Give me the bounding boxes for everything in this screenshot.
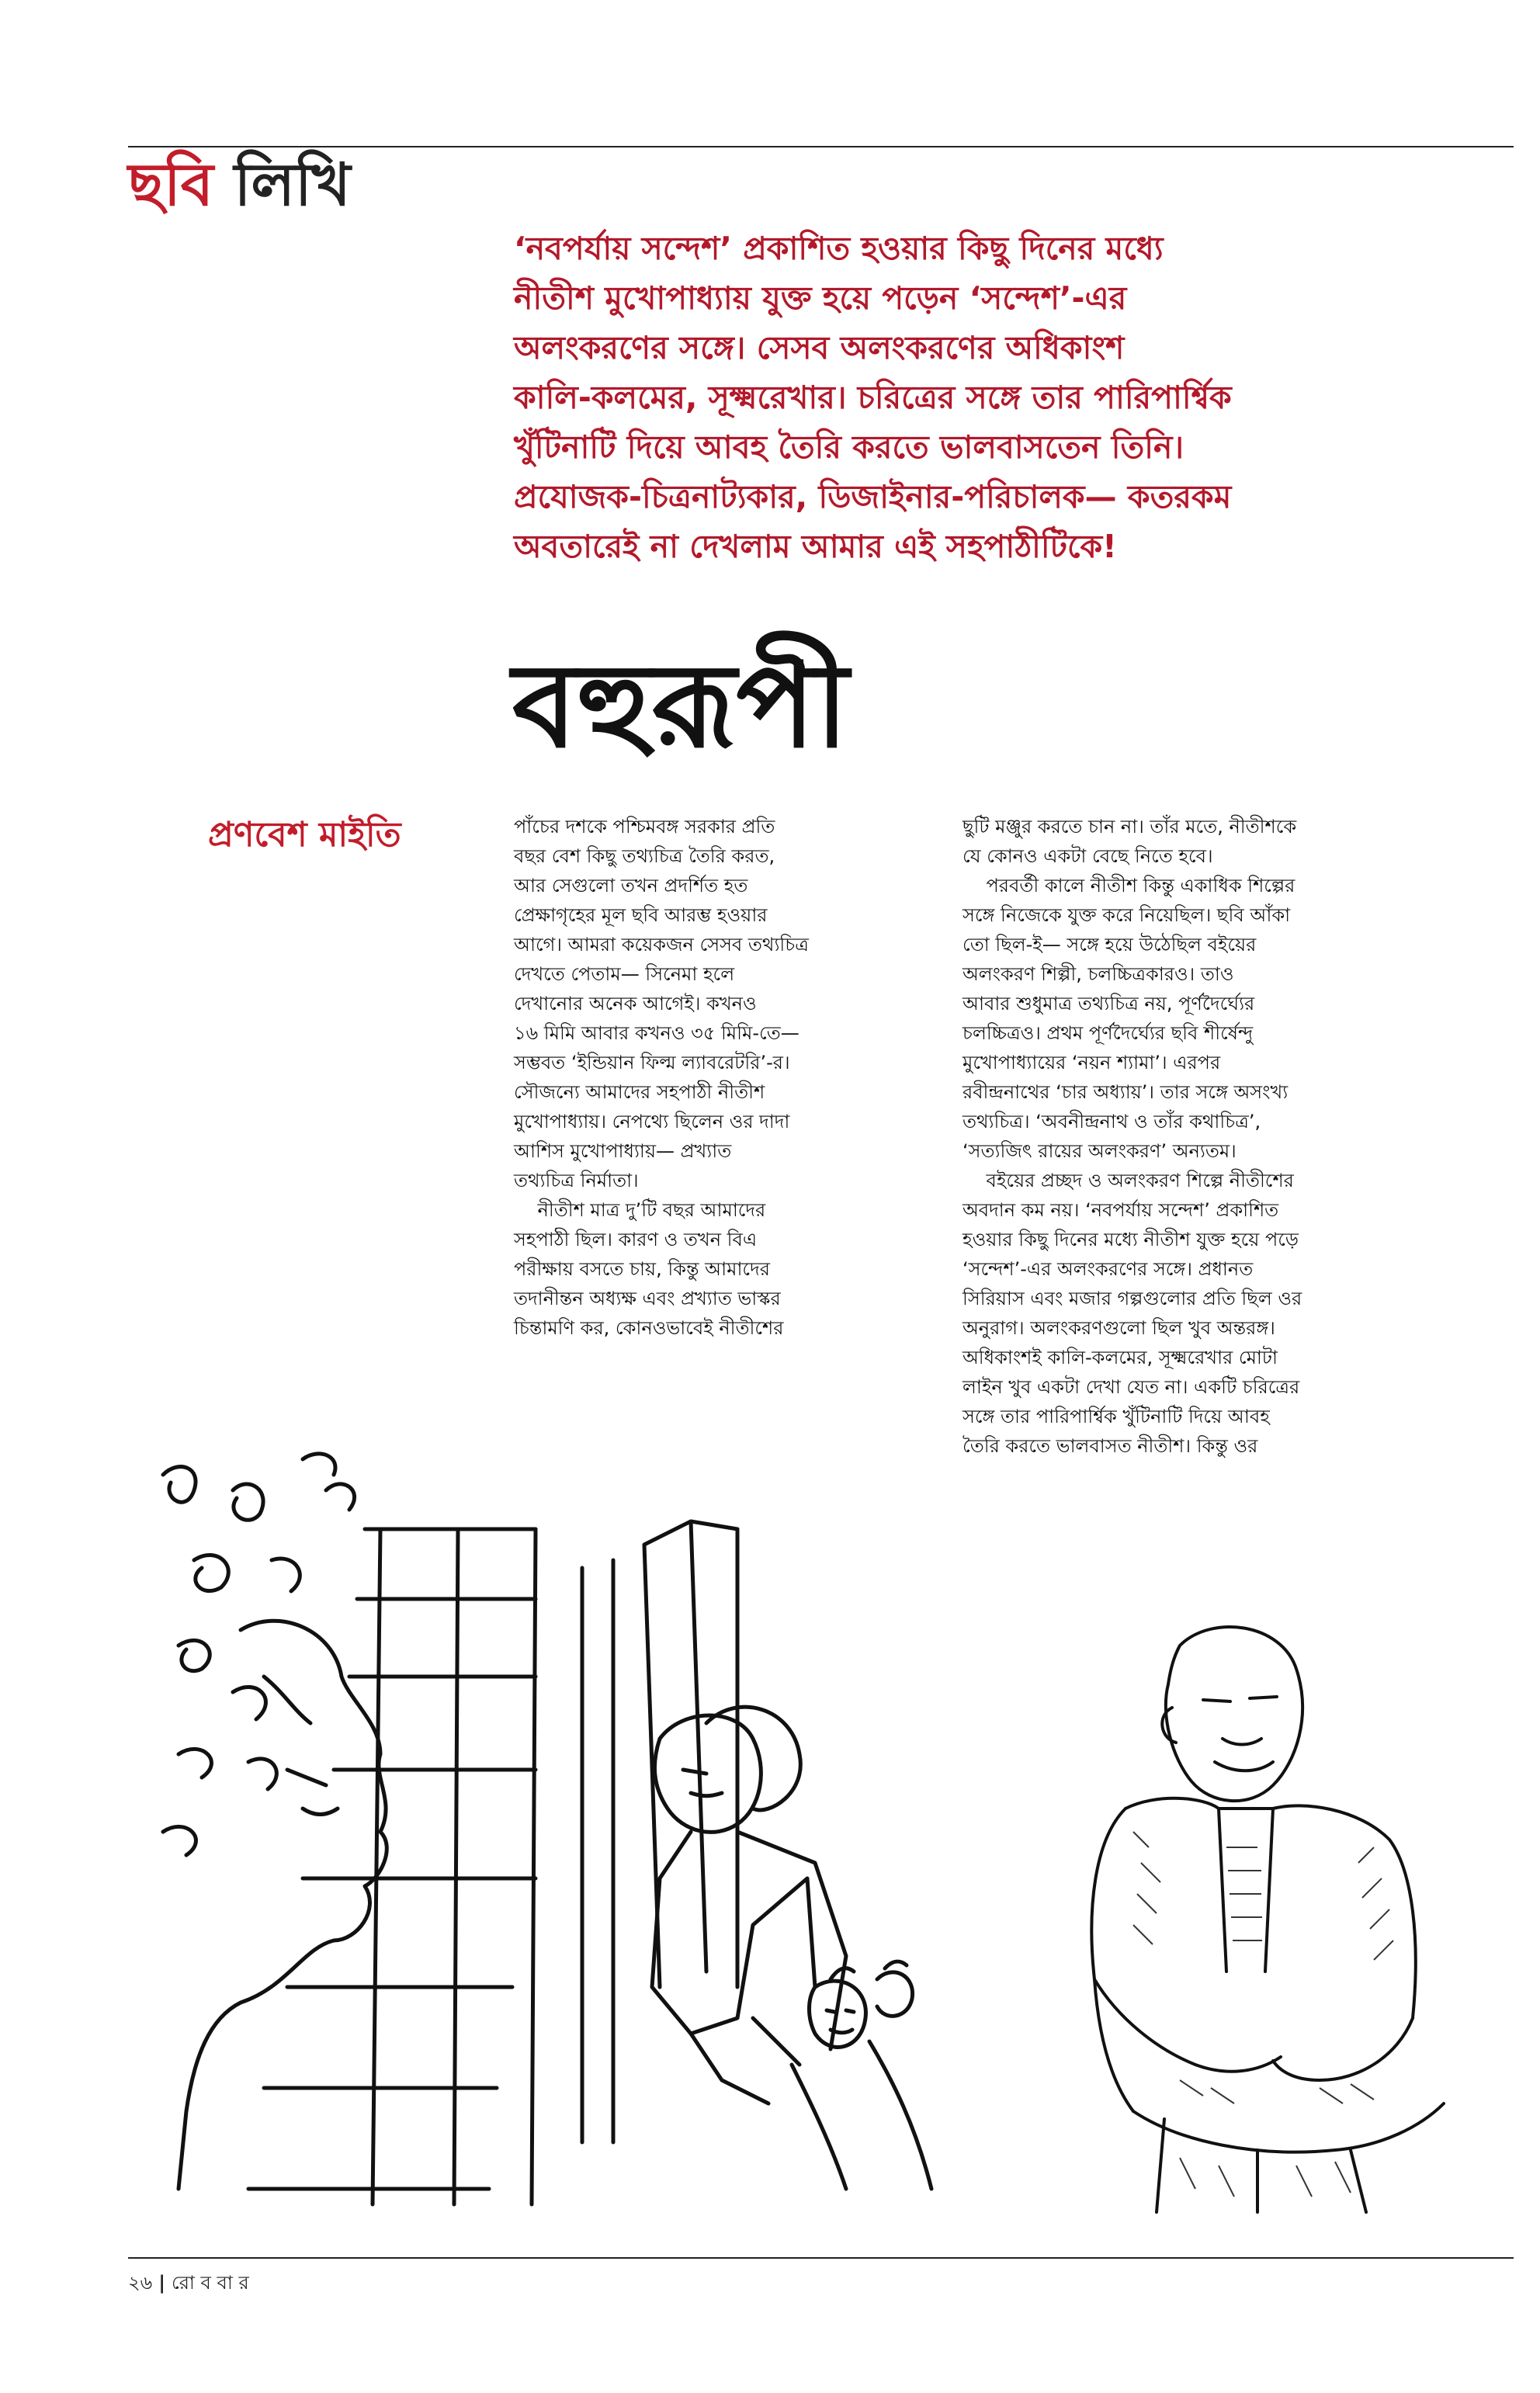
body-line: হওয়ার কিছু দিনের মধ্যে নীতীশ যুক্ত হয়ে পড়ে bbox=[962, 1229, 1299, 1250]
body-line: সঙ্গে তার পারিপার্শ্বিক খুঁটিনাটি দিয়ে আবহ bbox=[962, 1406, 1270, 1427]
intro-standfirst bbox=[514, 224, 1445, 571]
body-line: দেখানোর অনেক আগেই। কখনও bbox=[514, 993, 757, 1014]
ink-illustration-old-man bbox=[1025, 1614, 1506, 2220]
top-rule bbox=[128, 146, 1514, 147]
body-line: চলচ্চিত্রও। প্রথম পূর্ণদৈর্ঘ্যের ছবি শীর্ষেন্দু bbox=[962, 1022, 1254, 1044]
body-line: তো ছিল-ই— সঙ্গে হয়ে উঠেছিল বইয়ের bbox=[962, 934, 1257, 955]
body-line: মুখোপাধ্যায়। নেপথ্যে ছিলেন ওর দাদা bbox=[514, 1111, 790, 1132]
body-line: প্রেক্ষাগৃহের মূল ছবি আরম্ভ হওয়ার bbox=[514, 904, 768, 926]
body-line: সম্ভবত ‘ইন্ডিয়ান ফিল্ম ল্যাবরেটরি’-র। bbox=[514, 1052, 790, 1073]
body-line: সঙ্গে নিজেকে যুক্ত করে নিয়েছিল। ছবি আঁকা bbox=[962, 904, 1291, 926]
body-line: পাঁচের দশকে পশ্চিমবঙ্গ সরকার প্রতি bbox=[514, 816, 775, 838]
bottom-rule bbox=[128, 2257, 1514, 2259]
body-line: লাইন খুব একটা দেখা যেত না। একটি চরিত্রের bbox=[962, 1376, 1300, 1398]
article-headline: বহুরূপী bbox=[512, 639, 849, 774]
body-line: আশিস মুখোপাধ্যায়— প্রখ্যাত bbox=[514, 1140, 732, 1162]
intro-line: কালি-কলমের, সূক্ষ্মরেখার। চরিত্রের সঙ্গে তার পারিপার্শ্বিক bbox=[514, 379, 1232, 416]
body-line: চিন্তামণি কর, কোনওভাবেই নীতীশের bbox=[514, 1317, 784, 1339]
body-line: তদানীন্তন অধ্যক্ষ এবং প্রখ্যাত ভাস্কর bbox=[514, 1288, 781, 1309]
publication-name: রো ব বা র bbox=[171, 2272, 249, 2294]
body-line: সৌজন্যে আমাদের সহপাঠী নীতীশ bbox=[514, 1081, 765, 1103]
body-line: তথ্যচিত্র নির্মাতা। bbox=[514, 1170, 639, 1191]
body-line: ‘সন্দেশ’-এর অলংকরণের সঙ্গে। প্রধানত bbox=[962, 1258, 1254, 1280]
body-column-1 bbox=[514, 812, 949, 1343]
intro-line: খুঁটিনাটি দিয়ে আবহ তৈরি করতে ভালবাসতেন তিনি। bbox=[514, 428, 1184, 466]
section-label bbox=[128, 150, 351, 219]
body-line: ১৬ মিমি আবার কখনও ৩৫ মিমি-তে— bbox=[514, 1022, 799, 1044]
body-line: অনুরাগ। অলংকরণগুলো ছিল খুব অন্তরঙ্গ। bbox=[962, 1317, 1275, 1339]
intro-line: অলংকরণের সঙ্গে। সেসব অলংকরণের অধিকাংশ bbox=[514, 329, 1125, 366]
page-number: ২৬ bbox=[128, 2272, 153, 2294]
intro-line: নীতীশ মুখোপাধ্যায় যুক্ত হয়ে পড়েন ‘সন্দেশ’-এর bbox=[514, 279, 1127, 317]
page-footer bbox=[128, 2269, 249, 2300]
section-label-black: লিখি bbox=[234, 150, 351, 219]
body-line: অলংকরণ শিল্পী, চলচ্চিত্রকারও। তাও bbox=[962, 963, 1234, 985]
section-label-red: ছবি bbox=[128, 150, 214, 219]
body-line: নীতীশ মাত্র দু’টি বছর আমাদের bbox=[514, 1199, 766, 1221]
intro-line: প্রযোজক-চিত্রনাট্যকার, ডিজাইনার-পরিচালক— কতরকম bbox=[514, 478, 1232, 515]
body-line: আবার শুধুমাত্র তথ্যচিত্র নয়, পূর্ণদৈর্ঘ্যের bbox=[962, 993, 1255, 1014]
body-column-2 bbox=[962, 812, 1413, 1461]
body-line: সিরিয়াস এবং মজার গল্পগুলোর প্রতি ছিল ওর bbox=[962, 1288, 1302, 1309]
body-line: বইয়ের প্রচ্ছদ ও অলংকরণ শিল্পে নীতীশের bbox=[962, 1170, 1294, 1191]
body-line: আর সেগুলো তখন প্রদর্শিত হত bbox=[514, 875, 748, 897]
body-line: দেখতে পেতাম— সিনেমা হলে bbox=[514, 963, 735, 985]
author-byline: প্রণবেশ মাইতি bbox=[208, 815, 401, 855]
body-line: তথ্যচিত্র। ‘অবনীন্দ্রনাথ ও তাঁর কথাচিত্র’, bbox=[962, 1111, 1261, 1132]
body-line: আগে। আমরা কয়েকজন সেসব তথ্যচিত্র bbox=[514, 934, 809, 955]
body-line: পরীক্ষায় বসতে চায়, কিন্তু আমাদের bbox=[514, 1258, 770, 1280]
body-line: অধিকাংশই কালি-কলমের, সূক্ষ্মরেখার মোটা bbox=[962, 1347, 1278, 1368]
body-line: রবীন্দ্রনাথের ‘চার অধ্যায়’। তার সঙ্গে অসংখ্য bbox=[962, 1081, 1289, 1103]
body-line: সহপাঠী ছিল। কারণ ও তখন বিএ bbox=[514, 1229, 758, 1250]
footer-separator: | bbox=[158, 2272, 165, 2294]
body-line: পরবর্তী কালে নীতীশ কিন্তু একাধিক শিল্পের bbox=[962, 875, 1295, 897]
intro-line: অবতারেই না দেখলাম আমার এই সহপাঠীটিকে! bbox=[514, 528, 1117, 565]
body-line: মুখোপাধ্যায়ের ‘নয়ন শ্যামা’। এরপর bbox=[962, 1052, 1221, 1073]
body-line: ছুটি মঞ্জুর করতে চান না। তাঁর মতে, নীতীশকে bbox=[962, 816, 1297, 838]
ink-illustration-window-scene bbox=[147, 1444, 986, 2220]
body-line: বছর বেশ কিছু তথ্যচিত্র তৈরি করত, bbox=[514, 845, 775, 867]
body-line: ‘সত্যজিৎ রায়ের অলংকরণ’ অন্যতম। bbox=[962, 1140, 1237, 1162]
body-line: অবদান কম নয়। ‘নবপর্যায় সন্দেশ’ প্রকাশিত bbox=[962, 1199, 1279, 1221]
intro-line: ‘নবপর্যায় সন্দেশ’ প্রকাশিত হওয়ার কিছু দিনের মধ্যে bbox=[514, 230, 1164, 267]
body-line: যে কোনও একটা বেছে নিতে হবে। bbox=[962, 845, 1213, 867]
body-line: তৈরি করতে ভালবাসত নীতীশ। কিন্তু ওর bbox=[962, 1435, 1258, 1457]
